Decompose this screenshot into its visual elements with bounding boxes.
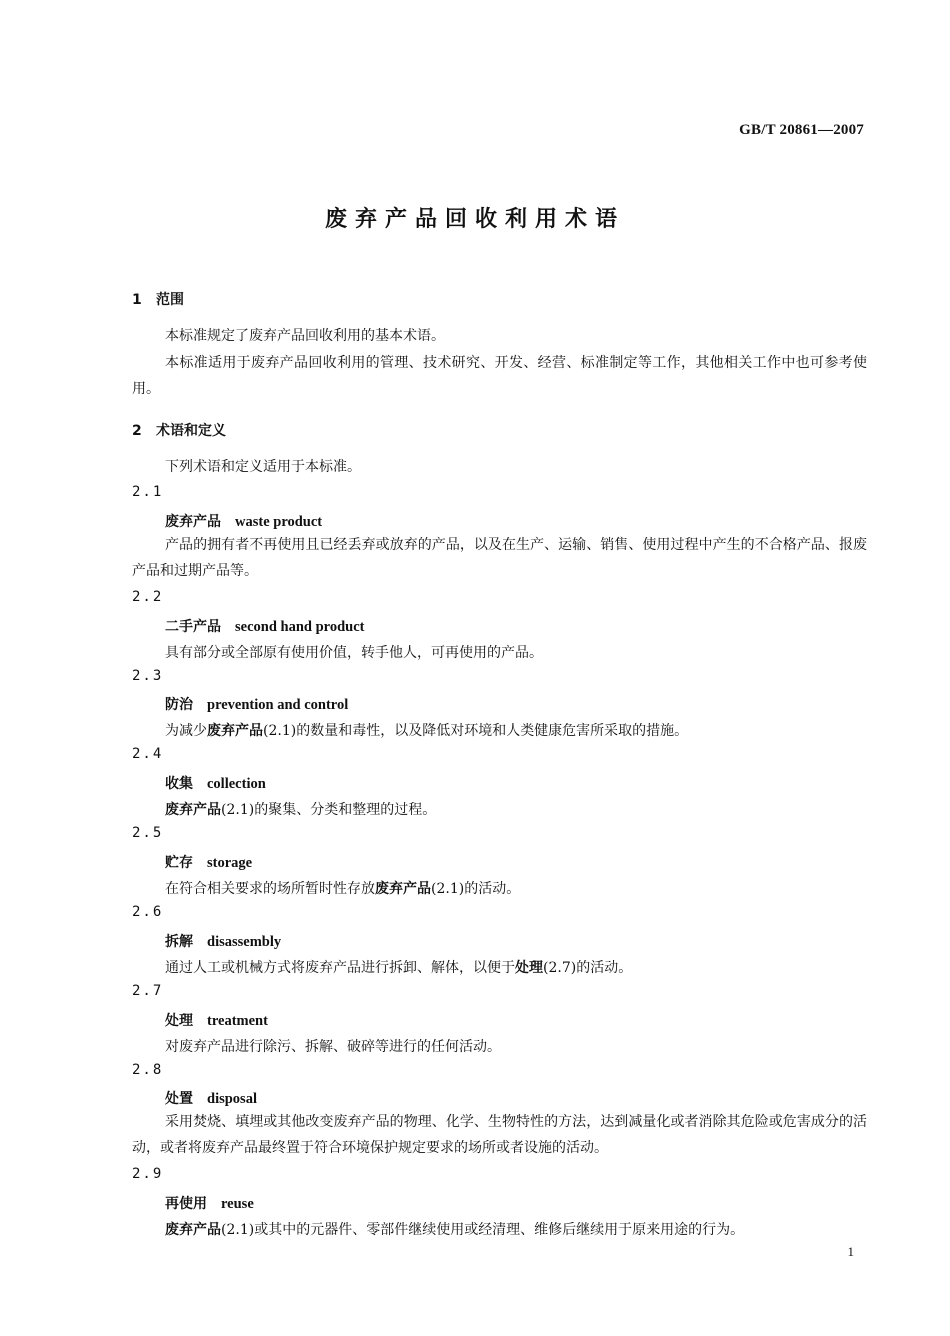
referenced-term: 废弃产品 [165, 1222, 221, 1238]
term-en: disposal [207, 1091, 257, 1107]
page-number: 1 [847, 1244, 854, 1259]
referenced-term: 废弃产品 [207, 723, 263, 739]
term-number: 2.6 [132, 904, 164, 920]
term-zh: 再使用 [165, 1196, 207, 1212]
term-number: 2.9 [132, 1166, 164, 1182]
term-number: 2.4 [132, 746, 164, 762]
term-en: prevention and control [207, 697, 349, 713]
term-definition [165, 720, 688, 740]
term-heading [165, 931, 281, 951]
term-en: collection [207, 776, 266, 792]
section-1-heading [132, 289, 184, 309]
term-en: second hand product [235, 619, 365, 635]
term-en: treatment [207, 1013, 268, 1029]
term-zh: 收集 [165, 776, 193, 792]
definition-text: (2.1)的数量和毒性，以及降低对环境和人类健康危害所采取的措施。 [263, 723, 689, 739]
term-definition [165, 1219, 744, 1239]
section-number: 1 [132, 292, 142, 308]
term-definition: 采用焚烧、填埋或其他改变废弃产品的物理、化学、生物特性的方法，达到减量化或者消除其危险或危害成分的活动，或者将废弃产品最终置于符合环境保护规定要求的场所或者设施的活动。 [132, 1114, 867, 1156]
term-en: disassembly [207, 934, 282, 950]
page-title: 废弃产品回收利用术语 [324, 207, 625, 232]
term-number: 2.5 [132, 825, 164, 841]
term-number: 2.2 [132, 589, 164, 605]
definition-text: 通过人工或机械方式将废弃产品进行拆卸、解体，以便于 [165, 960, 515, 976]
section-2-heading [132, 420, 226, 440]
term-zh: 废弃产品 [165, 514, 221, 530]
referenced-term: 处理 [515, 960, 543, 976]
section-1-paragraph-2: 本标准适用于废弃产品回收利用的管理、技术研究、开发、经营、标准制定等工作，其他相关工作中也可参考使用。 [132, 355, 867, 397]
term-zh: 处理 [165, 1013, 193, 1029]
definition-text: 为减少 [165, 723, 207, 739]
definition-text: (2.1)的活动。 [431, 881, 521, 897]
term-en: storage [207, 855, 253, 871]
term-heading [165, 1193, 254, 1213]
section-1-paragraph-1: 本标准规定了废弃产品回收利用的基本术语。 [165, 328, 445, 344]
term-en: waste product [235, 514, 323, 530]
term-definition: 产品的拥有者不再使用且已经丢弃或放弃的产品，以及在生产、运输、销售、使用过程中产生的不合格产品、报废产品和过期产品等。 [132, 537, 867, 579]
section-title: 术语和定义 [156, 423, 226, 439]
term-definition [165, 878, 520, 898]
referenced-term: 废弃产品 [165, 802, 221, 818]
definition-text: (2.1)的聚集、分类和整理的过程。 [221, 802, 437, 818]
term-number: 2.8 [132, 1062, 164, 1078]
section-number: 2 [132, 423, 142, 439]
term-zh: 处置 [165, 1091, 193, 1107]
term-number: 2.1 [132, 484, 164, 500]
term-heading [165, 773, 266, 793]
term-zh: 贮存 [165, 855, 193, 871]
term-heading [165, 1010, 268, 1030]
term-zh: 防治 [165, 697, 193, 713]
term-zh: 拆解 [165, 934, 193, 950]
section-2-intro: 下列术语和定义适用于本标准。 [165, 459, 361, 475]
term-heading [165, 1088, 257, 1108]
definition-text: 在符合相关要求的场所暂时性存放 [165, 881, 375, 897]
term-zh: 二手产品 [165, 619, 221, 635]
term-number: 2.3 [132, 668, 164, 684]
term-heading [165, 511, 322, 531]
referenced-term: 废弃产品 [375, 881, 431, 897]
definition-text: (2.7)的活动。 [543, 960, 633, 976]
term-heading [165, 616, 364, 636]
term-heading [165, 694, 348, 714]
term-en: reuse [221, 1196, 254, 1212]
definition-text: (2.1)或其中的元器件、零部件继续使用或经清理、维修后继续用于原来用途的行为。 [221, 1222, 745, 1238]
standard-code: GB/T 20861—2007 [739, 122, 864, 138]
section-title: 范围 [156, 292, 184, 308]
term-definition: 具有部分或全部原有使用价值，转手他人，可再使用的产品。 [165, 645, 543, 661]
term-heading [165, 852, 252, 872]
term-definition: 对废弃产品进行除污、拆解、破碎等进行的任何活动。 [165, 1039, 501, 1055]
term-definition [165, 957, 632, 977]
term-definition [165, 799, 436, 819]
term-number: 2.7 [132, 983, 164, 999]
